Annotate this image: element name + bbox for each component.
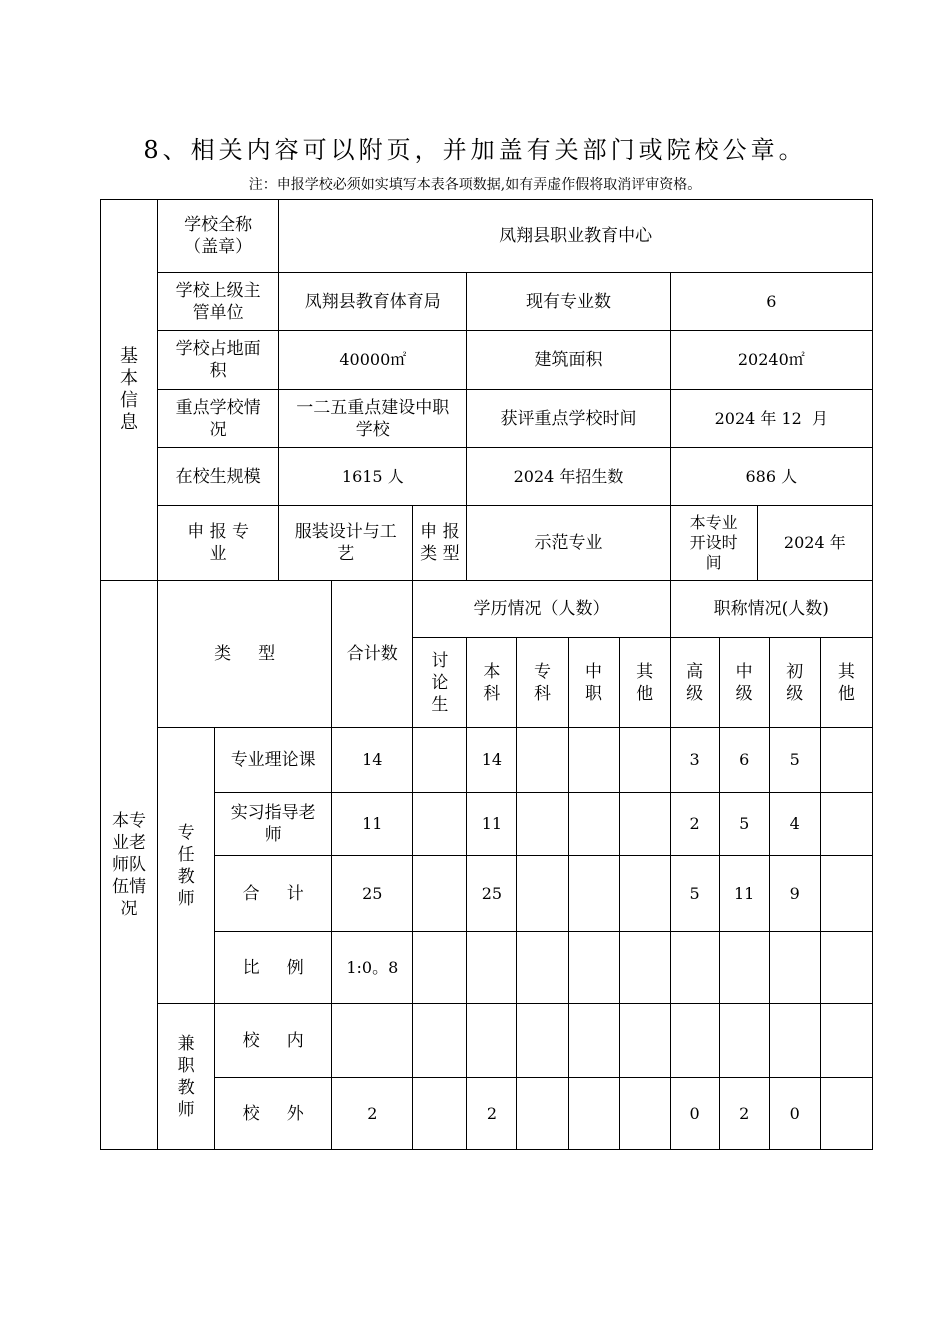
edu-cell xyxy=(413,932,467,1004)
building-area-label: 建筑面积 xyxy=(467,331,670,390)
title-cell: 2 xyxy=(670,793,719,856)
row-apply-major xyxy=(101,506,873,581)
title-col-other: 其 他 xyxy=(820,638,872,728)
application-form-table xyxy=(100,199,873,1150)
title-cell: 3 xyxy=(670,728,719,793)
edu-cell xyxy=(467,932,517,1004)
enrollment-label: 在校生规模 xyxy=(158,448,279,506)
table-row xyxy=(101,1004,873,1078)
recruit-value: 686 人 xyxy=(670,448,872,506)
title-cell xyxy=(820,856,872,932)
edu-cell xyxy=(619,793,670,856)
row-label: 校 内 xyxy=(215,1004,332,1078)
start-time-value: 2024 年 xyxy=(757,506,872,581)
row-label: 比 例 xyxy=(215,932,332,1004)
edu-cell xyxy=(619,1078,670,1150)
row-total: 25 xyxy=(332,856,413,932)
key-school-time-value: 2024 年 12 月 xyxy=(670,390,872,448)
key-school-value: 一二五重点建设中职 学校 xyxy=(279,390,467,448)
title-cell: 0 xyxy=(670,1078,719,1150)
teacher-section-label: 本专 业老 师队 伍情 况 xyxy=(101,581,158,1150)
table-row xyxy=(101,932,873,1004)
row-label: 专业理论课 xyxy=(215,728,332,793)
row-key-school xyxy=(101,390,873,448)
edu-col-vocational: 中 职 xyxy=(568,638,619,728)
row-label: 合 计 xyxy=(215,856,332,932)
edu-cell xyxy=(517,728,568,793)
edu-cell xyxy=(413,1078,467,1150)
table-row xyxy=(101,793,873,856)
key-school-label: 重点学校情 况 xyxy=(158,390,279,448)
edu-cell xyxy=(467,1004,517,1078)
row-total: 14 xyxy=(332,728,413,793)
title-cell: 0 xyxy=(769,1078,820,1150)
title-cell: 5 xyxy=(670,856,719,932)
row-enrollment xyxy=(101,448,873,506)
title-cell: 5 xyxy=(719,793,769,856)
title-cell xyxy=(820,728,872,793)
row-school-name xyxy=(101,200,873,273)
apply-type-label: 申 报 类 型 xyxy=(413,506,467,581)
title-cell xyxy=(769,1004,820,1078)
key-school-time-label: 获评重点学校时间 xyxy=(467,390,670,448)
edu-cell xyxy=(517,793,568,856)
title-cell xyxy=(820,1004,872,1078)
edu-cell xyxy=(568,932,619,1004)
title-col-senior: 高 级 xyxy=(670,638,719,728)
title-col-junior: 初 级 xyxy=(769,638,820,728)
row-area xyxy=(101,331,873,390)
edu-col-other: 其 他 xyxy=(619,638,670,728)
title-cell xyxy=(719,1004,769,1078)
row-total: 11 xyxy=(332,793,413,856)
apply-type-value: 示范专业 xyxy=(467,506,670,581)
land-area-value: 40000㎡ xyxy=(279,331,467,390)
building-area-value: 20240㎡ xyxy=(670,331,872,390)
edu-cell xyxy=(568,728,619,793)
row-total xyxy=(332,1004,413,1078)
title-cell xyxy=(820,932,872,1004)
edu-cell xyxy=(413,728,467,793)
title-cell xyxy=(769,932,820,1004)
edu-cell xyxy=(619,932,670,1004)
row-supervisor xyxy=(101,273,873,331)
edu-cell xyxy=(517,1078,568,1150)
majors-count-label: 现有专业数 xyxy=(467,273,670,331)
edu-cell xyxy=(568,1004,619,1078)
edu-cell xyxy=(619,856,670,932)
edu-cell: 2 xyxy=(467,1078,517,1150)
edu-cell xyxy=(568,793,619,856)
edu-cell xyxy=(568,856,619,932)
row-label: 实习指导老 师 xyxy=(215,793,332,856)
apply-major-value: 服装设计与工 艺 xyxy=(279,506,413,581)
table-row xyxy=(101,856,873,932)
table-row xyxy=(101,728,873,793)
edu-col-college: 专 科 xyxy=(517,638,568,728)
table-row xyxy=(101,1078,873,1150)
title-cell xyxy=(670,1004,719,1078)
education-header: 学历情况（人数） xyxy=(413,581,670,638)
school-name-value: 凤翔县职业教育中心 xyxy=(279,200,873,273)
form-note: 注：申报学校必须如实填写本表各项数据,如有弄虚作假将取消评审资格。 xyxy=(248,177,702,193)
edu-cell xyxy=(413,1004,467,1078)
total-header: 合计数 xyxy=(332,581,413,728)
start-time-label: 本专业 开设时 间 xyxy=(670,506,757,581)
row-label: 校 外 xyxy=(215,1078,332,1150)
title-cell: 6 xyxy=(719,728,769,793)
title-cell: 2 xyxy=(719,1078,769,1150)
edu-cell xyxy=(413,856,467,932)
title-cell xyxy=(820,1078,872,1150)
title-cell: 9 xyxy=(769,856,820,932)
edu-cell xyxy=(619,728,670,793)
teacher-header-row-1 xyxy=(101,581,873,638)
majors-count-value: 6 xyxy=(670,273,872,331)
title-cell: 5 xyxy=(769,728,820,793)
title-cell xyxy=(670,932,719,1004)
enrollment-value: 1615 人 xyxy=(279,448,467,506)
edu-cell: 25 xyxy=(467,856,517,932)
edu-cell xyxy=(413,793,467,856)
row-total: 2 xyxy=(332,1078,413,1150)
page-title: 8、相关内容可以附页，并加盖有关部门或院校公章。 xyxy=(143,136,807,164)
parttime-teacher-label: 兼 职 教 师 xyxy=(158,1004,215,1150)
title-cell xyxy=(719,932,769,1004)
title-cell xyxy=(820,793,872,856)
title-cell: 4 xyxy=(769,793,820,856)
title-cell: 11 xyxy=(719,856,769,932)
edu-cell xyxy=(517,1004,568,1078)
edu-cell xyxy=(517,932,568,1004)
edu-cell xyxy=(517,856,568,932)
supervisor-value: 凤翔县教育体育局 xyxy=(279,273,467,331)
recruit-label: 2024 年招生数 xyxy=(467,448,670,506)
land-area-label: 学校占地面 积 xyxy=(158,331,279,390)
title-col-intermediate: 中 级 xyxy=(719,638,769,728)
edu-cell xyxy=(619,1004,670,1078)
edu-col-postgrad: 讨 论 生 xyxy=(413,638,467,728)
supervisor-label: 学校上级主 管单位 xyxy=(158,273,279,331)
basic-info-section-label: 基 本 信 息 xyxy=(101,200,158,581)
edu-cell: 11 xyxy=(467,793,517,856)
title-header: 职称情况(人数) xyxy=(670,581,872,638)
row-total: 1:0。8 xyxy=(332,932,413,1004)
fulltime-teacher-label: 专 任 教 师 xyxy=(158,728,215,1004)
edu-cell xyxy=(568,1078,619,1150)
school-name-label: 学校全称 （盖章） xyxy=(158,200,279,273)
apply-major-label: 申 报 专 业 xyxy=(158,506,279,581)
edu-col-bachelor: 本 科 xyxy=(467,638,517,728)
type-header: 类 型 xyxy=(158,581,332,728)
edu-cell: 14 xyxy=(467,728,517,793)
